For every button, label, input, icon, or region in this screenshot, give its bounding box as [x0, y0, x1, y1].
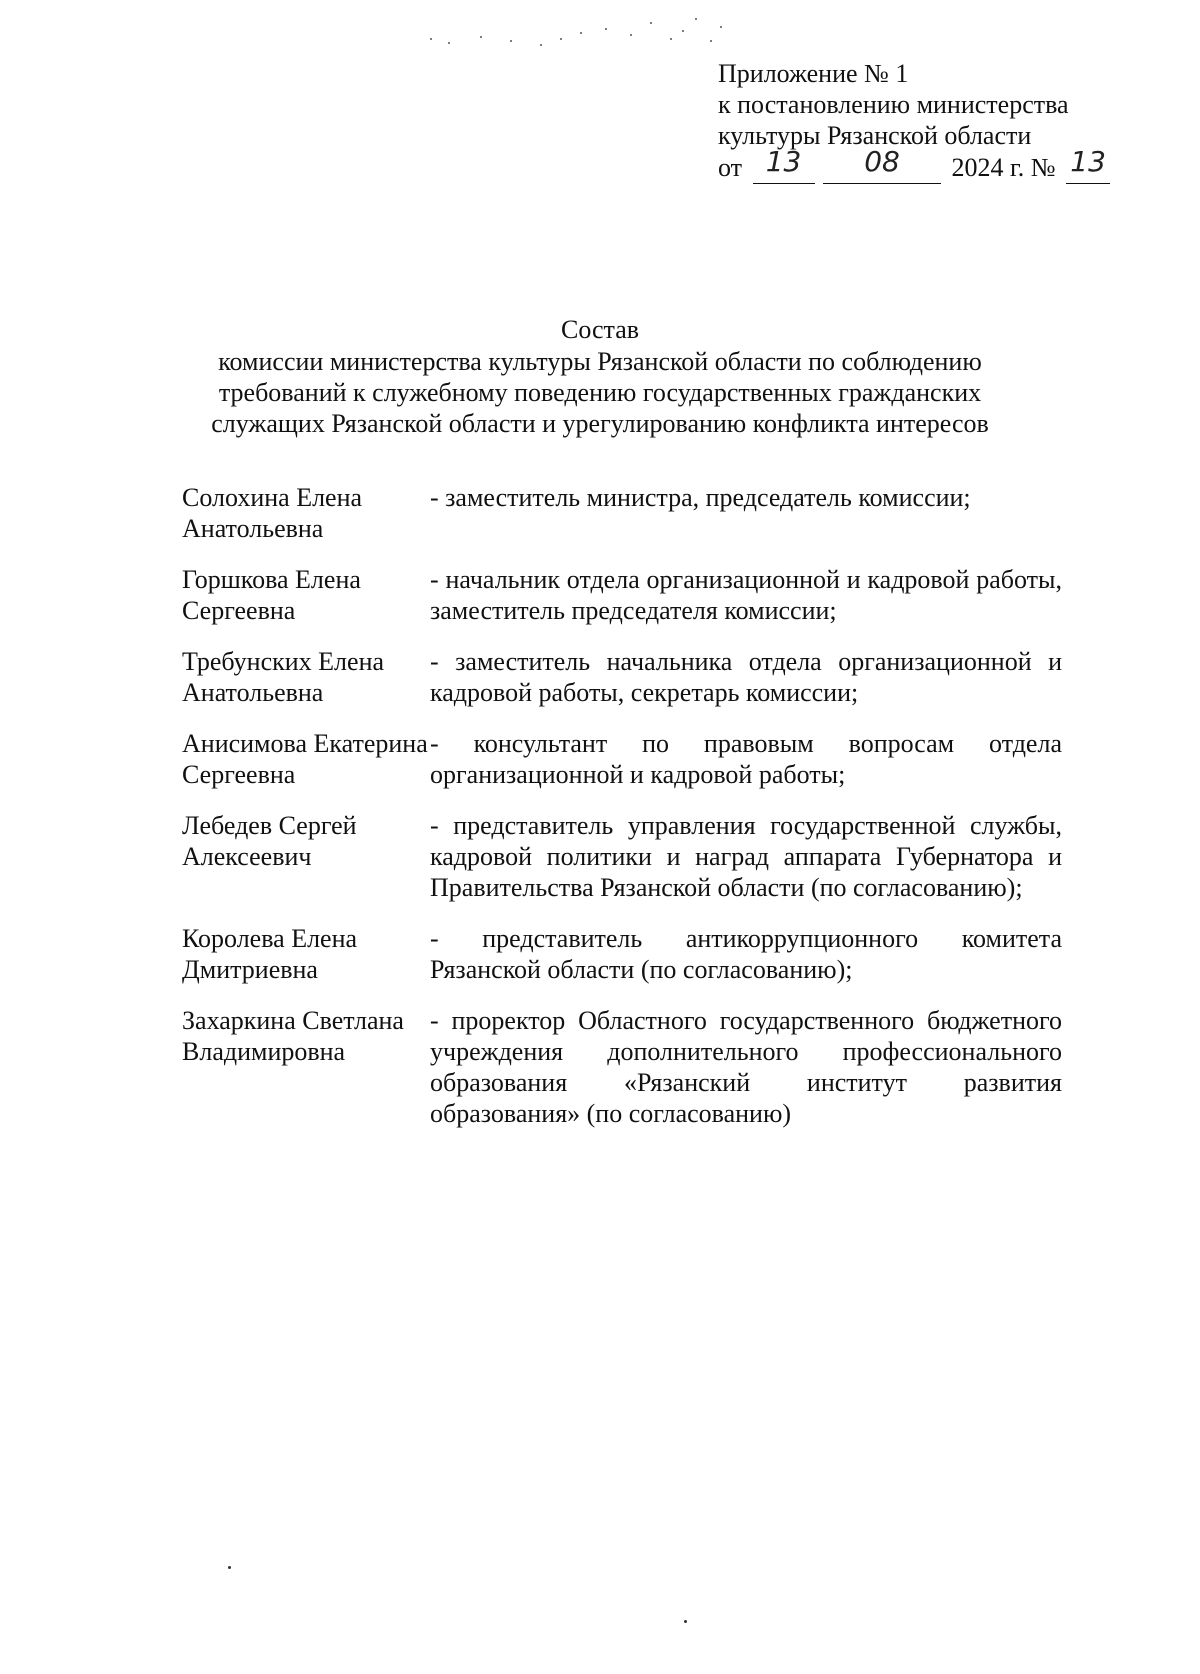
member-row: [182, 810, 1062, 903]
member-row: [182, 646, 1062, 708]
appendix-number: Приложение № 1: [718, 59, 909, 88]
member-role: - представитель антикоррупционного комитета Рязанской области (по согласованию);: [430, 924, 1062, 984]
date-month: 08: [864, 145, 900, 178]
appendix-date-line: [718, 145, 1110, 184]
title-line: служащих Рязанской области и урегулированию конфликта интересов: [211, 409, 989, 438]
appendix-resolution-ref: к постановлению министерства: [718, 90, 1069, 119]
member-name: Горшкова Елена Сергеевна: [182, 565, 361, 625]
member-name: Королева Елена Дмитриевна: [182, 924, 358, 984]
title-heading: Состав: [560, 315, 640, 344]
member-role: - представитель управления государственной службы, кадровой политики и наград аппарата Губернатора и Правительства Рязанской области (по согласованию);: [430, 811, 1062, 902]
member-name: Требунских Елена Анатольевна: [182, 647, 385, 707]
member-row: [182, 923, 1062, 985]
date-month-field: [823, 145, 941, 184]
appendix-ministry: культуры Рязанской области: [718, 121, 1032, 150]
member-name: Солохина Елена Анатольевна: [182, 483, 363, 543]
date-day-field: [753, 145, 815, 184]
year-label: 2024 г. №: [951, 153, 1056, 182]
member-role: - заместитель министра, председатель комиссии;: [430, 483, 971, 512]
scan-speckles: [420, 8, 750, 68]
member-row: [182, 564, 1062, 626]
title-line: требований к служебному поведению государственных гражданских: [218, 378, 982, 407]
commission-members-list: [182, 482, 1062, 1149]
appendix-header: [718, 58, 1110, 184]
scan-dot: [228, 1566, 231, 1569]
scan-dot: [684, 1620, 687, 1623]
resolution-number-field: [1066, 145, 1110, 184]
document-title: [0, 314, 1200, 439]
date-day: 13: [765, 145, 802, 178]
member-row: [182, 482, 1062, 544]
member-name: Захаркина Светлана Владимировна: [182, 1006, 404, 1066]
member-role: - консультант по правовым вопросам отдела организационной и кадровой работы;: [430, 729, 1062, 789]
member-role: - начальник отдела организационной и кадровой работы, заместитель председателя комиссии;: [430, 565, 1062, 625]
member-name: Лебедев Сергей Алексеевич: [182, 811, 357, 871]
member-row: [182, 728, 1062, 790]
title-line: комиссии министерства культуры Рязанской области по соблюдению: [218, 347, 982, 376]
member-row: [182, 1005, 1062, 1129]
member-role: - проректор Областного государственного бюджетного учреждения дополнительного профессионального образования «Рязанский институт развития образования» (по согласованию): [430, 1006, 1062, 1128]
member-name: Анисимова Екатерина Сергеевна: [182, 729, 428, 789]
member-role: - заместитель начальника отдела организационной и кадровой работы, секретарь комиссии;: [430, 647, 1062, 707]
resolution-number: 13: [1070, 145, 1106, 178]
from-label: от: [718, 153, 743, 182]
